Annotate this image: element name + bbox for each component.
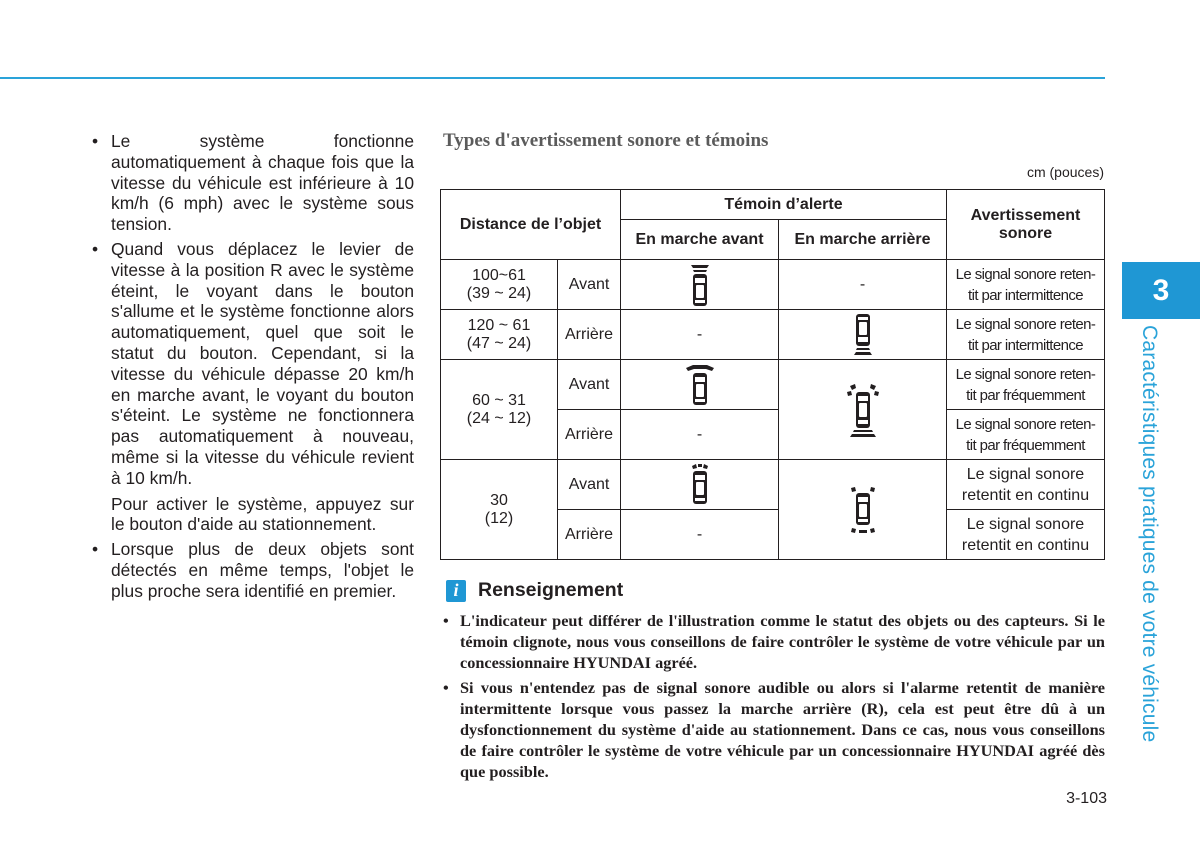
car-all-sensors-icon xyxy=(779,360,947,460)
list-item: • Si vous n'entendez pas de signal sonore audible ou alors si l'alarme retentit de manière intermittente lorsque vous passez la marche arrière (R), cela est peut être dû à un dysfonctionnement du système d'aide au stationnement. Dans ce cas, nous vous conseillons de faire contrôler le système de votre véhicule par un concessionnaire HYUNDAI agréé dès que possible. xyxy=(443,678,1105,781)
sound-cell: Le signal sonore reten- tit par fréquemment xyxy=(947,410,1105,460)
position-cell: Arrière xyxy=(558,510,621,560)
chapter-number-tab: 3 xyxy=(1122,262,1200,319)
section-title: Types d'avertissement sonore et témoins xyxy=(443,130,769,151)
sound-cell: Le signal sonore reten- tit par fréquemment xyxy=(947,360,1105,410)
distance-cell: 60 ~ 31 (24 ~ 12) xyxy=(441,360,558,460)
distance-cell: 100~61 (39 ~ 24) xyxy=(441,260,558,310)
list-item: • Quand vous déplacez le levier de vitesse à la position R avec le système éteint, le voyant dans le bouton s'allume et le système fonctionne alors automatiquement, quel que soit le statut du bouton. Cependant, si la vitesse du véhicule dépasse 20 km/h en marche avant, le voyant du bouton s'éteint. Le système ne fonctionnera pas automatiquement à nouveau, même si la vitesse du véhicule revient à 10 km/h. Pour activer le système, appuyez sur le bouton d'aide au stationnement. xyxy=(92,238,414,535)
reverse-cell: - xyxy=(779,260,947,310)
chapter-title: Caractéristiques pratiques de votre véhicule xyxy=(1138,325,1161,743)
distance-cell: 120 ~ 61 (47 ~ 24) xyxy=(441,310,558,360)
page-number: 3-103 xyxy=(1066,790,1107,807)
position-cell: Avant xyxy=(558,260,621,310)
car-front-sensors-icon xyxy=(621,460,779,510)
info-list xyxy=(443,610,1105,786)
units-note: cm (pouces) xyxy=(1026,164,1104,180)
forward-cell: - xyxy=(621,310,779,360)
distance-cell: 30 (12) xyxy=(441,460,558,560)
car-front-sensors-icon xyxy=(621,360,779,410)
info-icon: i xyxy=(446,580,466,602)
list-item: • L'indicateur peut différer de l'illustration comme le statut des objets ou des capteurs. Si le témoin clignote, nous vous conseillons de faire contrôler le système de votre véhicule par un concessionnaire HYUNDAI agréé. xyxy=(443,611,1105,672)
car-rear-sensors-icon xyxy=(779,310,947,360)
position-cell: Avant xyxy=(558,460,621,510)
info-title: Renseignement xyxy=(478,579,624,601)
sound-cell: Le signal sonore reten- tit par intermittence xyxy=(947,260,1105,310)
position-cell: Avant xyxy=(558,360,621,410)
list-item: • Le système fonctionne automatiquement à chaque fois que la vitesse du véhicule est inférieure à 10 km/h (6 mph) avec le système sous tension. xyxy=(92,131,414,235)
list-item: • Lorsque plus de deux objets sont détectés en même temps, l'objet le plus proche sera identifié en premier. xyxy=(92,539,414,601)
indent-paragraph: Pour activer le système, appuyez sur le bouton d'aide au stationnement. xyxy=(111,493,414,535)
header-sound: Avertissement sonore xyxy=(947,190,1105,260)
sound-cell: Le signal sonore retentit en continu xyxy=(947,510,1105,560)
table-row xyxy=(441,360,1105,410)
car-all-sensors-icon xyxy=(779,460,947,560)
sound-cell: Le signal sonore reten- tit par intermittence xyxy=(947,310,1105,360)
table-row xyxy=(441,260,1105,310)
position-cell: Arrière xyxy=(558,410,621,460)
header-reverse: En marche arrière xyxy=(779,220,947,260)
header-rule xyxy=(0,77,1105,79)
sound-cell: Le signal sonore retentit en continu xyxy=(947,460,1105,510)
car-front-sensors-icon xyxy=(621,260,779,310)
header-indicator: Témoin d’alerte xyxy=(621,190,947,220)
table-row xyxy=(441,460,1105,510)
forward-cell: - xyxy=(621,510,779,560)
position-cell: Arrière xyxy=(558,310,621,360)
info-header xyxy=(446,579,623,602)
header-forward: En marche avant xyxy=(621,220,779,260)
forward-cell: - xyxy=(621,410,779,460)
left-column xyxy=(92,131,414,606)
warning-table xyxy=(440,189,1105,560)
table-row xyxy=(441,310,1105,360)
header-distance: Distance de l’objet xyxy=(441,190,621,260)
